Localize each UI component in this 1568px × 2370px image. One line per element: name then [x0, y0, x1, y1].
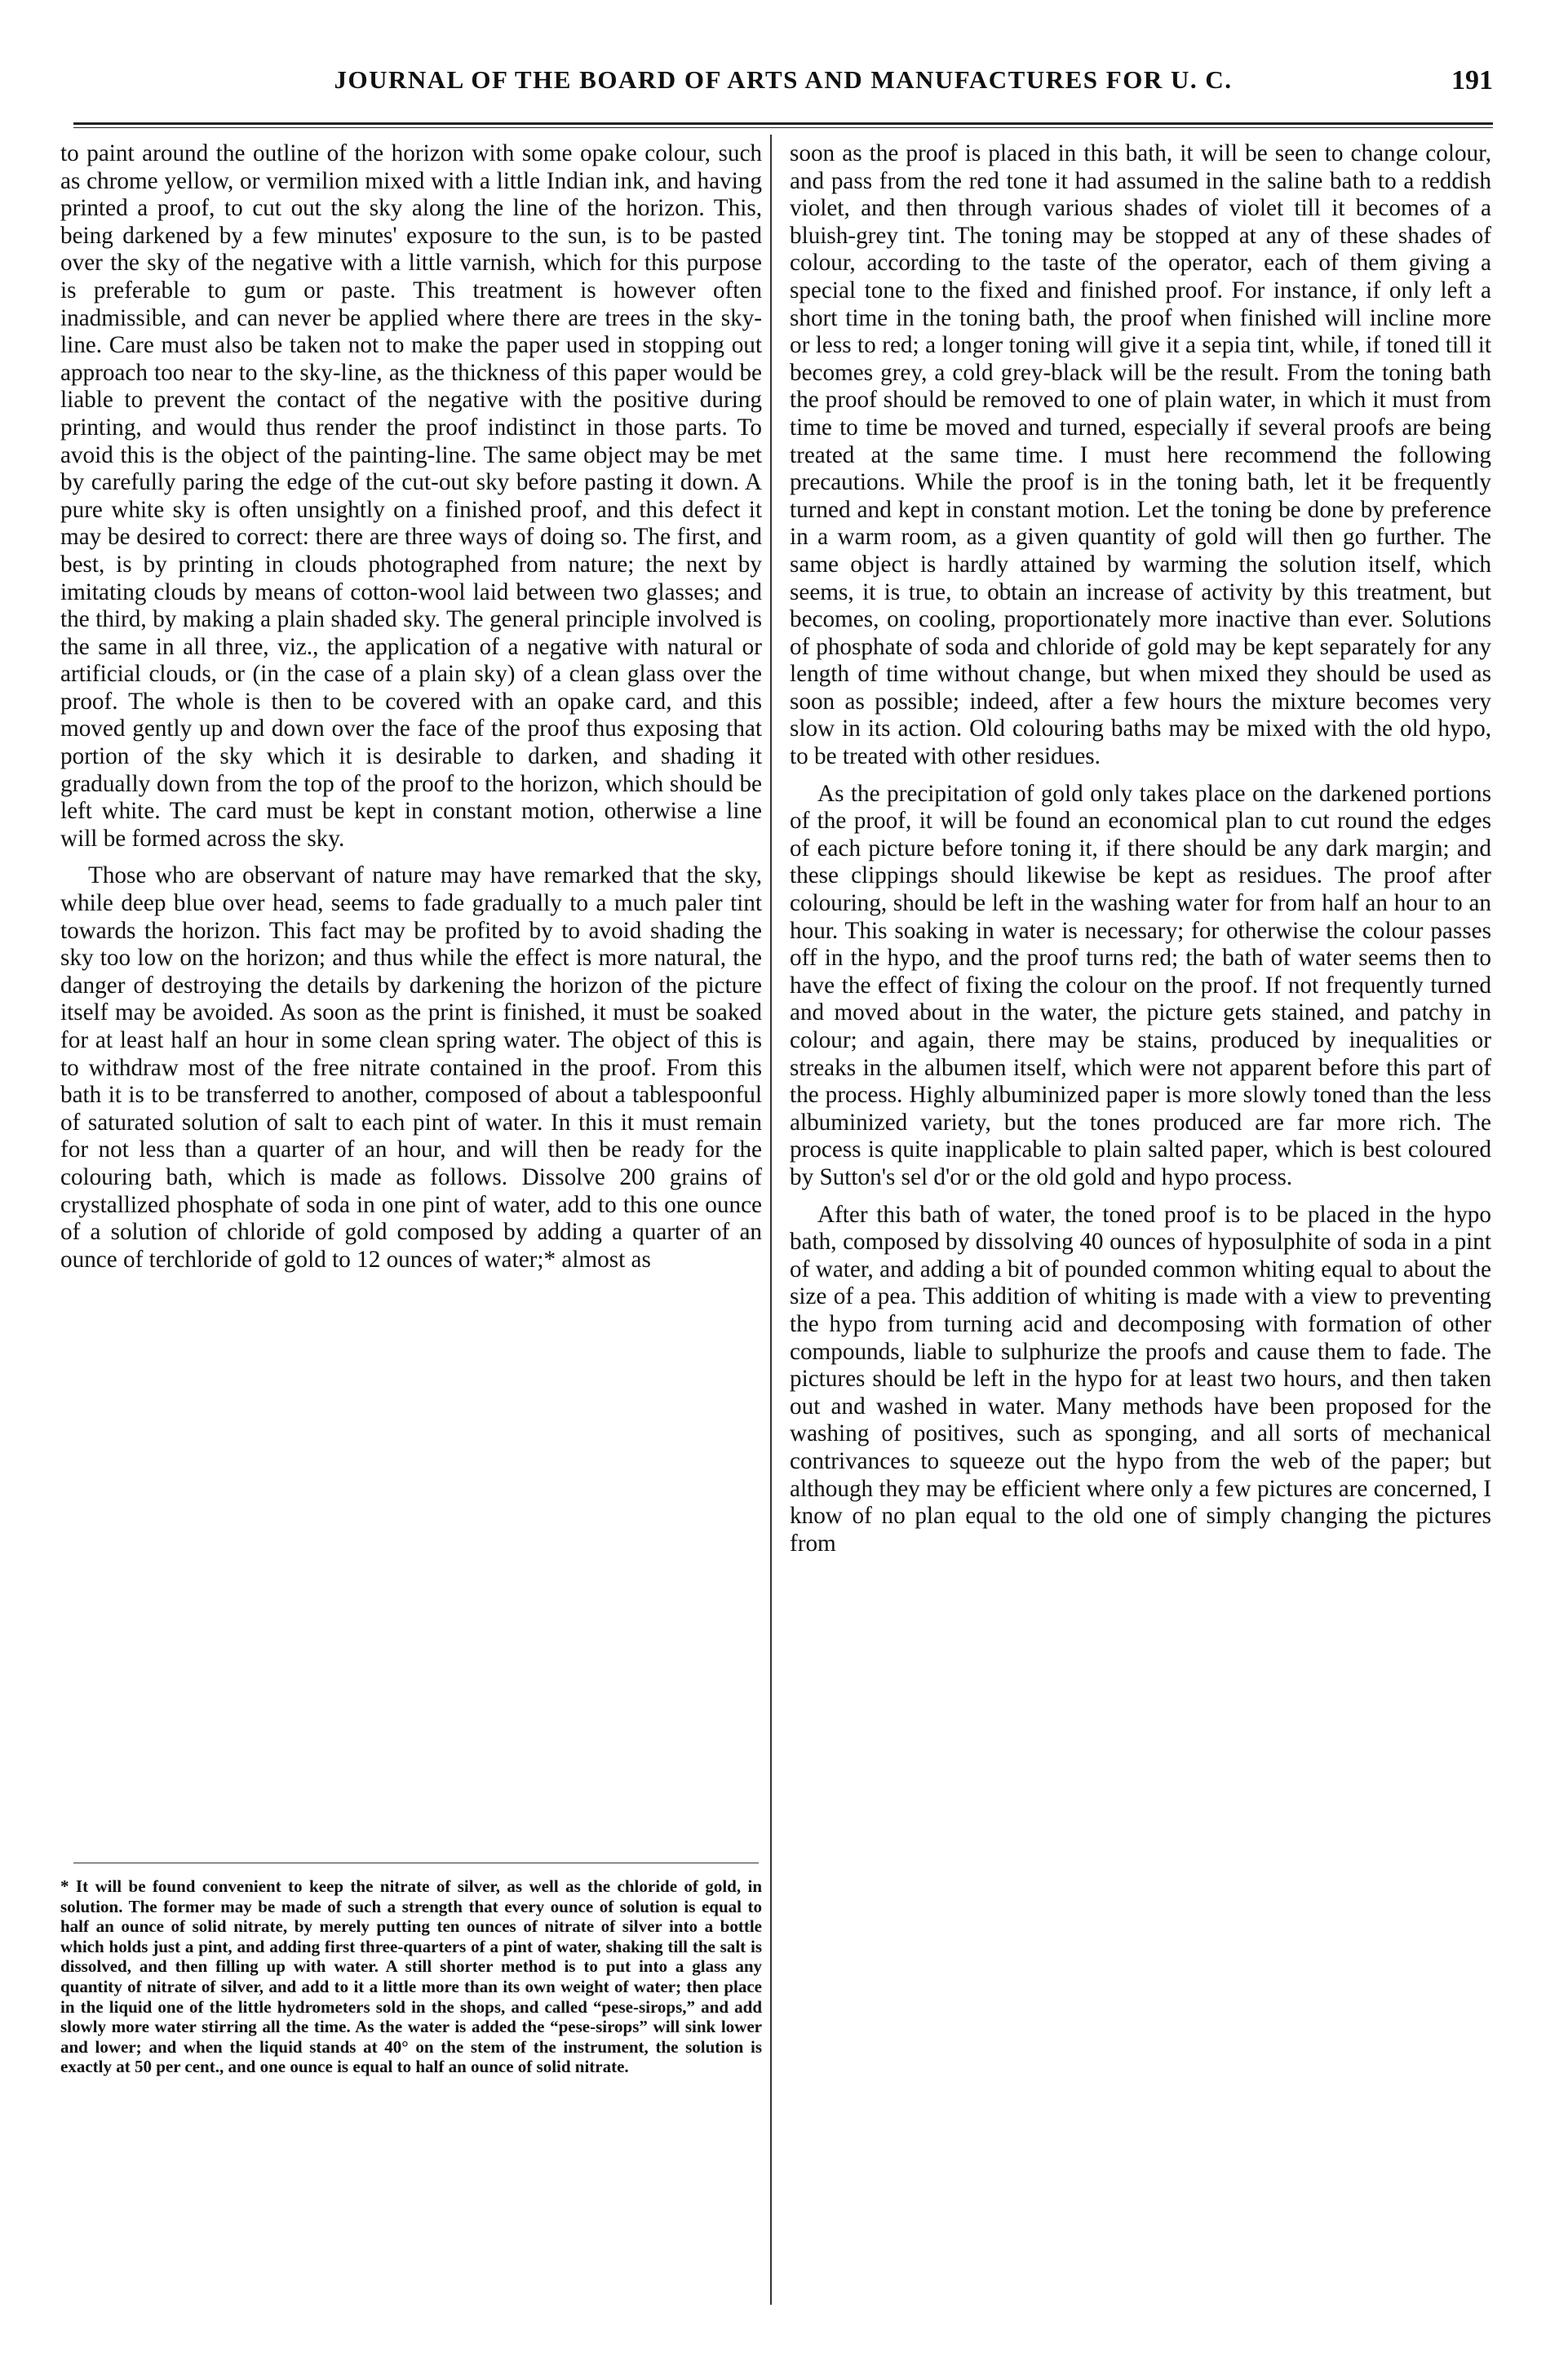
- paragraph: soon as the proof is placed in this bath, it will be seen to change colour, and pass from the red tone it had assumed in the saline bath to a reddish violet, and then through various shades of violet till it becomes of a bluish-grey tint. The toning may be stopped at any of these shades of colour, according to the taste of the operator, each of them giving a special tone to the fixed and finished proof. For instance, if only left a short time in the toning bath, the proof when finished will incline more or less to red; a longer toning will give it a sepia tint, while, if toned till it becomes grey, a cold grey-black will be the result. From the toning bath the proof should be removed to one of plain water, in which it must from time to time be moved and turned, especially if several proofs are being treated at the same time. I must here recommend the following precautions. While the proof is in the toning bath, let it be frequently turned and kept in constant motion. Let the toning be done by preference in a warm room, as a given quantity of gold will then go further. The same object is hardly attained by warming the solution itself, which seems, it is true, to obtain an increase of activity by this treatment, but becomes, on cooling, proportionately more inactive than ever. Solutions of phosphate of soda and chloride of gold may be kept separately for any length of time without change, but when mixed they should be used as soon as possible; indeed, after a few hours the mixture becomes very slow in its action. Old colouring baths may be mixed with the old hypo, to be treated with other residues.: [790, 140, 1491, 770]
- paragraph: After this bath of water, the toned proof is to be placed in the hypo bath, composed by dissolving 40 ounces of hyposulphite of soda in a pint of water, and adding a bit of pounded common whiting equal to about the size of a pea. This addition of whiting is made with a view to preventing the hypo from turning acid and decomposing with formation of other compounds, liable to sulphurize the proofs and cause them to fade. The pictures should be left in the hypo for at least two hours, and then taken out and washed in water. Many methods have been proposed for the washing of positives, such as sponging, and all sorts of mechanical contrivances to squeeze out the hypo from the web of the paper; but although they may be efficient where only a few pictures are concerned, I know of no plan equal to the old one of simply changing the pictures from: [790, 1201, 1491, 1557]
- paragraph: Those who are observant of nature may have remarked that the sky, while deep blue over head, seems to fade gradually to a much paler tint towards the horizon. This fact may be profited by to avoid shading the sky too low on the horizon; and thus while the effect is more natural, the danger of destroying the details by darkening the horizon of the picture itself may be avoided. As soon as the print is finished, it must be soaked for at least half an hour in some clean spring water. The object of this is to withdraw most of the free nitrate contained in the proof. From this bath it is to be transferred to another, composed of about a tablespoonful of saturated solution of salt to each pint of water. In this it must remain for not less than a quarter of an hour, and will then be ready for the colouring bath, which is made as follows. Dissolve 200 grains of crystallized phosphate of soda in one pint of water, add to this one ounce of a solution of chloride of gold composed by adding a quarter of an ounce of terchloride of gold to 12 ounces of water;* almost as: [60, 862, 762, 1273]
- paragraph: to paint around the outline of the horizon with some opake colour, such as chrome yellow, or vermilion mixed with a little Indian ink, and having printed a proof, to cut out the sky along the line of the horizon. This, being darkened by a few minutes' exposure to the sun, is to be pasted over the sky of the negative with a little varnish, which for this purpose is preferable to gum or paste. This treatment is however often inadmissible, and can never be applied where there are trees in the sky-line. Care must also be taken not to make the paper used in stopping out approach too near to the sky-line, as the thickness of this paper would be liable to prevent the contact of the negative with the positive during printing, and would thus render the proof indistinct in those parts. To avoid this is the object of the painting-line. The same object may be met by carefully paring the edge of the cut-out sky before pasting it down. A pure white sky is often unsightly on a finished proof, and this defect it may be desired to correct: there are three ways of doing so. The first, and best, is by printing in clouds photographed from nature; the next by imitating clouds by means of cotton-wool laid between two glasses; and the third, by making a plain shaded sky. The general principle involved is the same in all three, viz., the application of a negative with natural or artificial clouds, or (in the case of a plain sky) of a clean glass over the proof. The whole is then to be covered with an opake card, and this moved gently up and down over the face of the proof thus exposing that portion of the sky which it is desirable to darken, and shading it gradually down from the top of the proof to the horizon, which should be left white. The card must be kept in constant motion, otherwise a line will be formed across the sky.: [60, 140, 762, 852]
- paragraph: As the precipitation of gold only takes place on the darkened portions of the proof, it will be found an economical plan to cut round the edges of each picture before toning it, if there should be any dark margin; and these clippings should likewise be kept as residues. The proof after colouring, should be left in the washing water for from half an hour to an hour. This soaking in water is necessary; for otherwise the colour passes off in the hypo, and the proof turns red; the bath of water seems then to have the effect of fixing the colour on the proof. If not frequently turned and moved about in the water, the picture gets stained, and patchy in colour; and again, there may be stains, produced by inequalities or streaks in the albumen itself, which were not apparent before this part of the process. Highly albuminized paper is more slowly toned than the less albuminized variety, but the tones produced are far more rich. The process is quite inapplicable to plain salted paper, which is best coloured by Sutton's sel d'or or the old gold and hypo process.: [790, 780, 1491, 1190]
- left-column: [60, 140, 762, 1274]
- column-divider: [770, 135, 772, 2305]
- header-rule: [73, 122, 1493, 128]
- footnote: * It will be found convenient to keep the nitrate of silver, as well as the chloride of gold, in solution. The former may be made of such a strength that every ounce of solution is equal to half an ounce of solid nitrate, by merely putting ten ounces of nitrate of silver into a bottle which holds just a pint, and adding first three-quarters of a pint of water, shaking till the salt is dissolved, and then filling up with water. A still shorter method is to put into a glass any quantity of nitrate of silver, and add to it a little more than its own weight of water; then place in the liquid one of the little hydrometers sold in the shops, and called “pese-sirops,” and add slowly more water stirring all the time. As the water is added the “pese-sirops” will sink lower and lower; and when the liquid stands at 40° on the stem of the instrument, the solution is exactly at 50 per cent., and one ounce is equal to half an ounce of solid nitrate.: [60, 1876, 762, 2077]
- page-number: 191: [1451, 65, 1493, 95]
- journal-title: JOURNAL OF THE BOARD OF ARTS AND MANUFACTURES FOR U. C.: [334, 65, 1233, 94]
- right-column: [790, 140, 1491, 1557]
- running-header: [73, 57, 1493, 114]
